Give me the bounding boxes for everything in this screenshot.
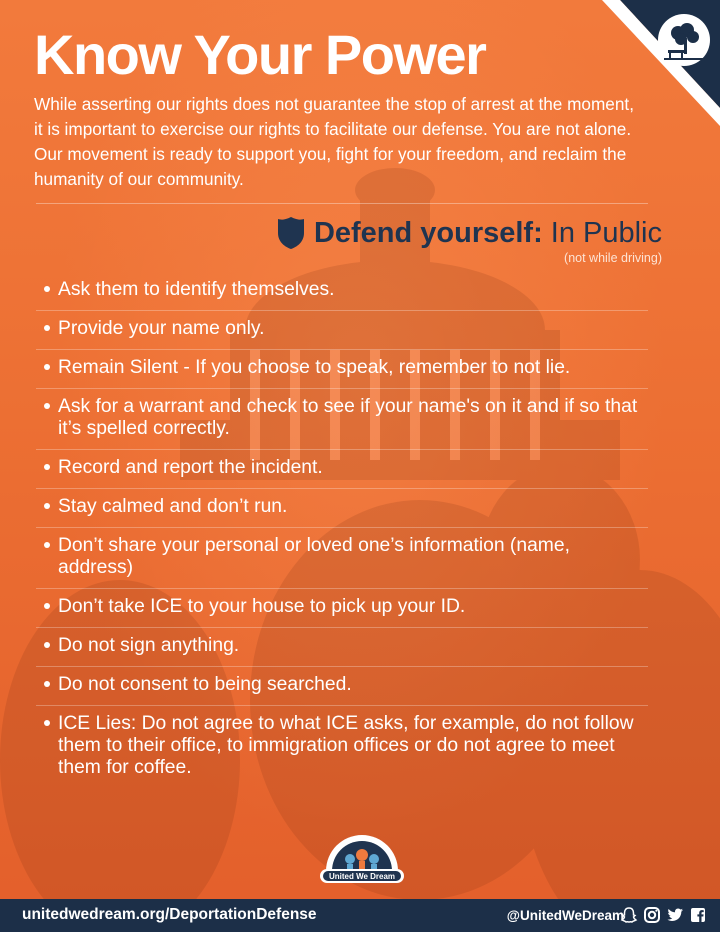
divider — [36, 203, 648, 204]
instagram-icon[interactable] — [642, 905, 662, 925]
facebook-icon[interactable] — [688, 905, 708, 925]
shield-icon — [276, 216, 306, 250]
list-item: Provide your name only. — [36, 311, 648, 350]
page-title: Know Your Power — [34, 23, 486, 86]
list-item: ICE Lies: Do not agree to what ICE asks, for example, do not follow them to their office, to immigration offices or do not agree to meet them for coffee. — [36, 706, 648, 788]
list-item: Don’t share your personal or loved one’s information (name, address) — [36, 528, 648, 589]
section-heading — [276, 216, 662, 250]
list-item: Do not consent to being searched. — [36, 667, 648, 706]
footer-bar — [0, 899, 720, 932]
list-item: Remain Silent - If you choose to speak, remember to not lie. — [36, 350, 648, 389]
section-subheading: (not while driving) — [564, 251, 662, 265]
social-icons — [619, 905, 708, 925]
footer-url-link[interactable]: unitedwedream.org/DeportationDefense — [22, 906, 317, 923]
intro-paragraph: While asserting our rights does not guarantee the stop of arrest at the moment, it is important to exercise our rights to facilitate our defense. You are not alone. Our movement is ready to support you, fight for your freedom, and reclaim the humanity of our community. — [34, 94, 634, 189]
list-item: Don’t take ICE to your house to pick up your ID. — [36, 589, 648, 628]
footer-handle: @UnitedWeDream — [506, 908, 624, 923]
list-item: Record and report the incident. — [36, 450, 648, 489]
list-item: Do not sign anything. — [36, 628, 648, 667]
list-item: Stay calmed and don’t run. — [36, 489, 648, 528]
united-we-dream-logo — [316, 831, 408, 887]
section-heading-strong: Defend yourself: — [313, 216, 543, 249]
list-item: Ask for a warrant and check to see if your name's on it and if so that it’s spelled correctly. — [36, 389, 648, 450]
section-heading-light: In Public — [550, 216, 662, 249]
svg-text:United We Dream: United We Dream — [328, 872, 396, 881]
twitter-icon[interactable] — [665, 905, 685, 925]
list-item: Ask them to identify themselves. — [36, 272, 648, 311]
snapchat-icon[interactable] — [619, 905, 639, 925]
tree-bench-icon — [658, 14, 710, 66]
rights-list — [36, 272, 648, 788]
